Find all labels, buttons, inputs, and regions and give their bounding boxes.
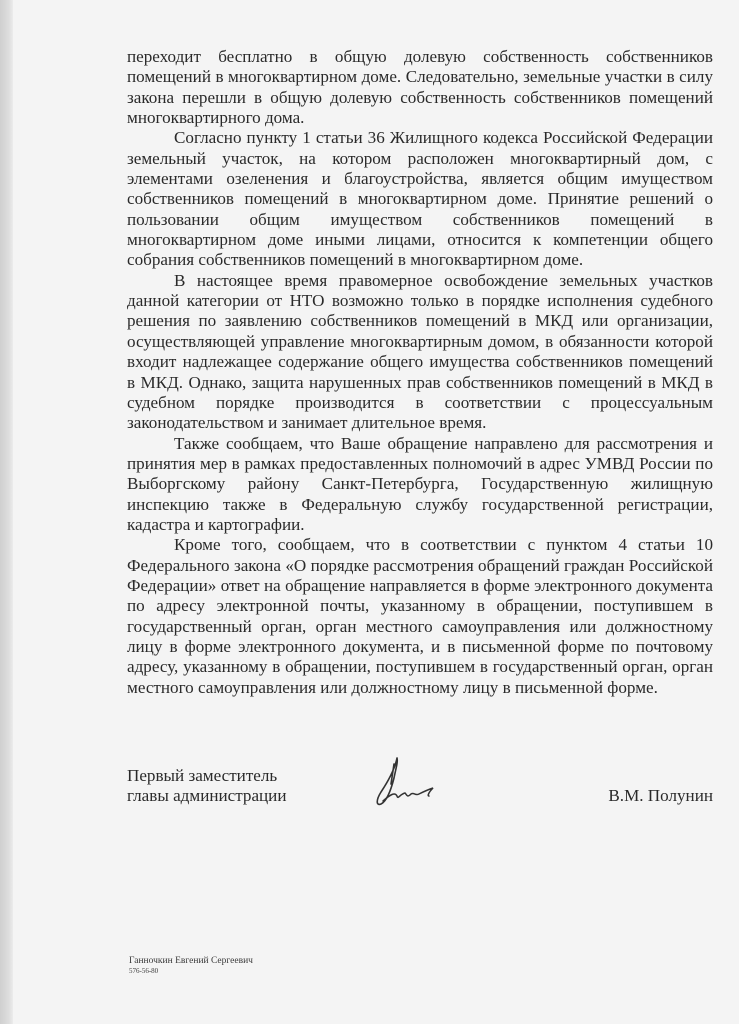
executor-name: Ганночкин Евгений Сергеевич xyxy=(129,956,253,966)
signer-title-line-1: Первый заместитель xyxy=(127,766,278,785)
scan-page-edge xyxy=(0,0,13,1024)
letter-body xyxy=(127,47,713,698)
signer-title-line-2: главы администрации xyxy=(127,786,287,806)
paragraph-transfer-ownership: переходит бесплатно в общую долевую собственность собственников помещений в многоквартирном доме. Следовательно, земельные участки в силу закона перешли в общую долевую собственность собственников помещений многоквартирного дома. xyxy=(127,47,713,128)
handwritten-signature-icon xyxy=(367,754,467,814)
paragraph-housing-code: Согласно пункту 1 статьи 36 Жилищного кодекса Российской Федерации земельный участок, на котором расположен многоквартирный дом, с элементами озеленения и благоустройства, является общим имуществом собственников помещений в многоквартирном доме. Принятие решений о пользовании общим имуществом собственников помещений в многоквартирном доме иными лицами, относится к компетенции общего собрания собственников помещений в многоквартирном доме. xyxy=(127,128,713,270)
paragraph-nto-release: В настоящее время правомерное освобождение земельных участков данной категории от НТО возможно только в порядке исполнения судебного решения по заявлению собственников помещений в МКД или организации, осуществляющей управление многоквартирным домом, в обязанности которой входит надлежащее содержание общего имущества собственников помещений в МКД. Однако, защита нарушенных прав собственников помещений в МКД в судебном порядке производится в соответствии с процессуальным законодательством и занимает длительное время. xyxy=(127,270,713,433)
signature-block xyxy=(127,766,713,816)
paragraph-forwarded: Также сообщаем, что Ваше обращение направлено для рассмотрения и принятия мер в рамках предоставленных полномочий в адрес УМВД России по Выборгскому району Санкт-Петербурга, Государственную жилищную инспекцию также в Федеральную службу государственной регистрации, кадастра и картографии. xyxy=(127,433,713,534)
signer-title xyxy=(127,766,286,807)
executor-info xyxy=(129,956,253,976)
signer-name: В.М. Полунин xyxy=(608,786,713,805)
paragraph-response-form: Кроме того, сообщаем, что в соответствии с пунктом 4 статьи 10 Федерального закона «О порядке рассмотрения обращений граждан Российской Федерации» ответ на обращение направляется в форме электронного документа по адресу электронной почты, указанному в обращении, поступившем в государственный орган, орган местного самоуправления или должностному лицу в форме электронного документа, и в письменной форме по почтовому адресу, указанному в обращении, поступившем в государственный орган, орган местного самоуправления или должностному лицу в письменной форме. xyxy=(127,535,713,697)
executor-phone: 576-56-80 xyxy=(129,967,159,975)
